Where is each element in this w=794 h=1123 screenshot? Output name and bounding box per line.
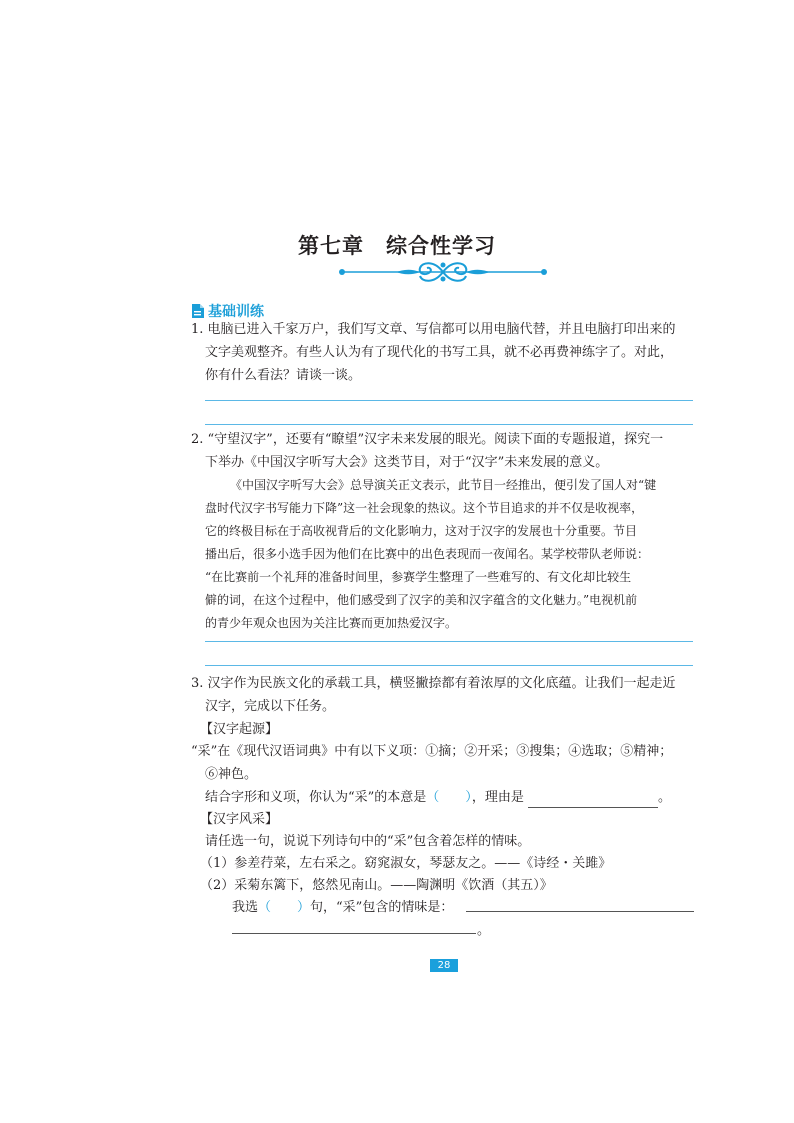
origin-period: 。 (657, 790, 671, 805)
page-number: 28 (430, 959, 458, 972)
q1-answer-line-1[interactable] (205, 400, 693, 401)
q2-line-2: 下举办《中国汉字听写大会》这类节目，对于“汉字”未来发展的意义。 (205, 455, 609, 470)
style-heading: 【汉字风采】 (200, 812, 279, 827)
origin-reason-blank[interactable] (528, 791, 658, 808)
q1-answer-line-2[interactable] (205, 424, 693, 425)
origin-definition-line-1: “采”在《现代汉语词典》中有以下义项：①摘；②开采；③搜集；④选取；⑤精神； (191, 744, 673, 759)
origin-question-prefix: 结合字形和义项，你认为“采”的本意是 (205, 790, 427, 805)
origin-answer-paren[interactable]: （ ） (426, 790, 472, 805)
feeling-blank-1[interactable] (466, 911, 694, 912)
q2-passage-line-5: “在比赛前一个礼拜的准备时间里，参赛学生整理了一些难写的、有文化却比较生 (205, 570, 632, 584)
q2-passage-line-3: 它的终极目标在于高收视背后的文化影响力，这对于汉字的发展也十分重要。节目 (205, 524, 638, 538)
q3-line-2: 汉字，完成以下任务。 (205, 699, 336, 714)
origin-question (205, 788, 671, 808)
feeling-blank-2[interactable] (232, 933, 476, 934)
q2-passage-line-6: 僻的词，在这个过程中，他们感受到了汉字的美和汉字蕴含的文化魅力。”电视机前 (205, 593, 638, 607)
style-intro: 请任选一句，说说下列诗句中的“采”包含着怎样的情味。 (205, 834, 531, 849)
q3-line-1: 3. 汉字作为民族文化的承载工具，横竖撇捺都有着浓厚的文化底蕴。让我们一起走近 (191, 676, 676, 691)
origin-question-mid: ，理由是 (471, 790, 524, 805)
q1-line-3: 你有什么看法？请谈一谈。 (205, 368, 362, 383)
title-ornament (336, 258, 550, 288)
choose-line (232, 898, 453, 918)
origin-heading: 【汉字起源】 (200, 722, 279, 737)
origin-definition-line-2: ⑥神色。 (205, 767, 258, 782)
section-label: 基础训练 (208, 304, 264, 320)
q2-answer-line-1[interactable] (205, 641, 693, 642)
q2-passage-line-1: 《中国汉字听写大会》总导演关正文表示，此节目一经推出，便引发了国人对“键 (230, 478, 657, 492)
q2-passage-line-4: 播出后，很多小选手因为他们在比赛中的出色表现而一夜闻名。某学校带队老师说： (205, 547, 650, 561)
q1-line-2: 文字美观整齐。有些人认为有了现代化的书写工具，就不必再费神练字了。对此， (205, 345, 674, 360)
feeling-period: 。 (477, 923, 491, 938)
q2-passage-line-7: 的青少年观众也因为关注比赛而更加热爱汉字。 (205, 616, 458, 630)
poem-1: （1）参差荇菜，左右采之。窈窕淑女，琴瑟友之。——《诗经・关雎》 (200, 856, 612, 871)
choose-suffix: 句，“采”包含的情味是： (310, 900, 454, 915)
poem-2: （2）采菊东篱下，悠然见南山。——陶渊明《饮酒（其五）》 (200, 878, 553, 893)
document-icon (191, 303, 205, 319)
q2-passage-line-2: 盘时代汉字书写能力下降”这一社会现象的热议。这个节目追求的并不仅是收视率， (205, 501, 644, 515)
choose-prefix: 我选 (232, 900, 259, 915)
section-heading (191, 301, 264, 321)
q1-line-1: 1. 电脑已进入千家万户，我们写文章、写信都可以用电脑代替，并且电脑打印出来的 (191, 322, 676, 337)
q2-answer-line-2[interactable] (205, 665, 693, 666)
page-title: 第七章 综合性学习 (298, 233, 496, 258)
q2-line-1: 2. “守望汉字”，还要有“瞭望”汉字未来发展的眼光。阅读下面的专题报道，探究一 (191, 432, 664, 447)
choose-paren[interactable]: （ ） (258, 900, 311, 915)
